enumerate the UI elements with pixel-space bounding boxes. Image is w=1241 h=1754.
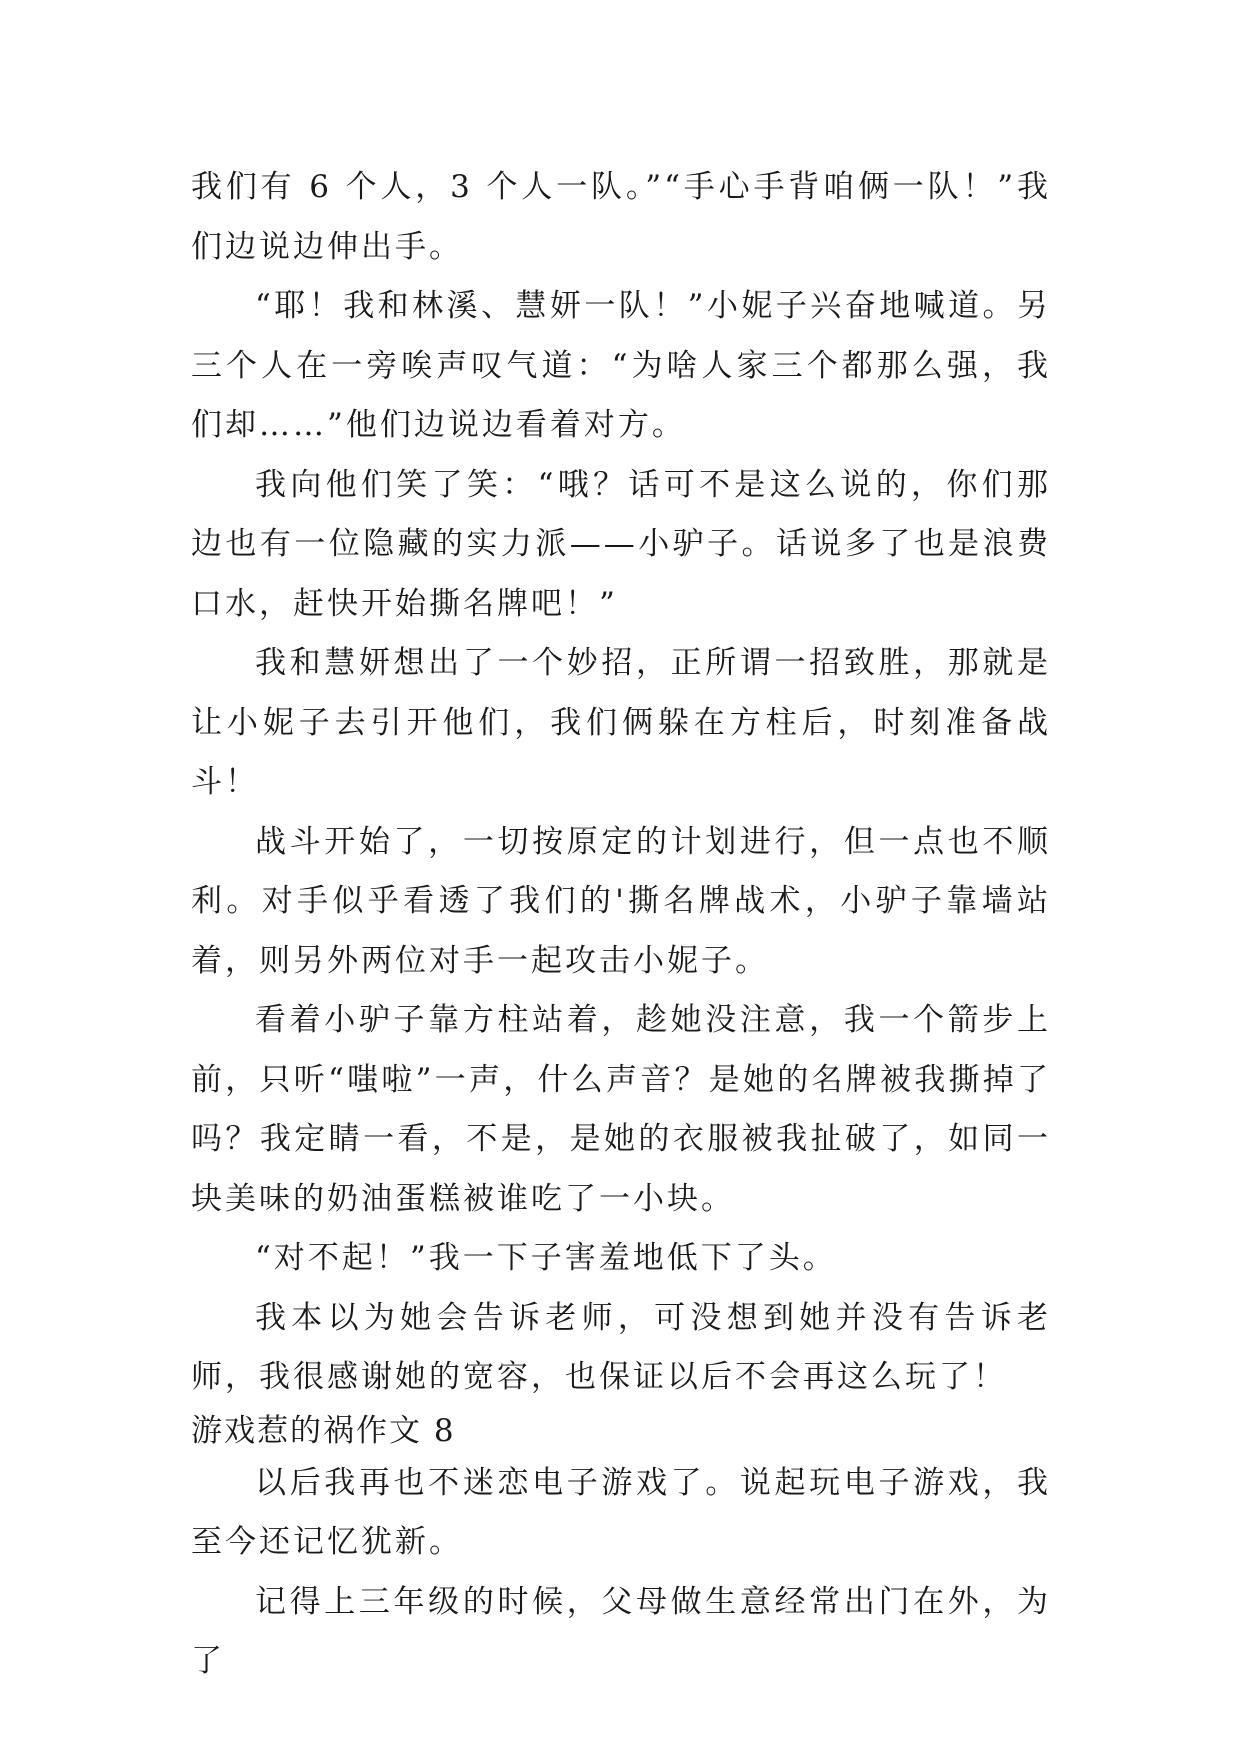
section-heading: 游戏惹的祸作文 8 [191, 1412, 456, 1449]
paragraph-1: 我们有 6 个人，3 个人一队。”“手心手背咱俩一队！”我们边说边伸出手。 [191, 169, 1051, 265]
paragraph-4: 我和慧妍想出了一个妙招，正所谓一招致胜，那就是让小妮子去引开他们，我们俩躲在方柱后，时刻准备战斗！ [191, 645, 1051, 800]
paragraph-9: 以后我再也不迷恋电子游戏了。说起玩电子游戏，我至今还记忆犹新。 [191, 1464, 1051, 1560]
paragraph-3: 我向他们笑了笑：“哦？话可不是这么说的，你们那边也有一位隐藏的实力派——小驴子。话说多了也是浪费口水，赶快开始撕名牌吧！” [191, 466, 1051, 622]
paragraph-2: “耶！我和林溪、慧妍一队！”小妮子兴奋地喊道。另三个人在一旁唉声叹气道：“为啥人家三个都那么强，我们却……”他们边说边看着对方。 [191, 288, 1051, 443]
article-body [191, 158, 1051, 1692]
paragraph-7: “对不起！”我一下子害羞地低下了头。 [255, 1240, 837, 1276]
paragraph-5: 战斗开始了，一切按原定的计划进行，但一点也不顺利。对手似乎看透了我们的'撕名牌战术，小驴子靠墙站着，则另外两位对手一起攻击小妮子。 [191, 823, 1051, 979]
paragraph-6: 看着小驴子靠方柱站着，趁她没注意，我一个箭步上前，只听“嗤啦”一声，什么声音？是她的名牌被我撕掉了吗？我定睛一看，不是，是她的衣服被我扯破了，如同一块美味的奶油蛋糕被谁吃了一小块。 [191, 1002, 1051, 1217]
paragraph-10: 记得上三年级的时候，父母做生意经常出门在外，为了 [191, 1583, 1051, 1679]
paragraph-8: 我本以为她会告诉老师，可没想到她并没有告诉老师，我很感谢她的宽容，也保证以后不会再这么玩了！ [191, 1299, 1051, 1395]
